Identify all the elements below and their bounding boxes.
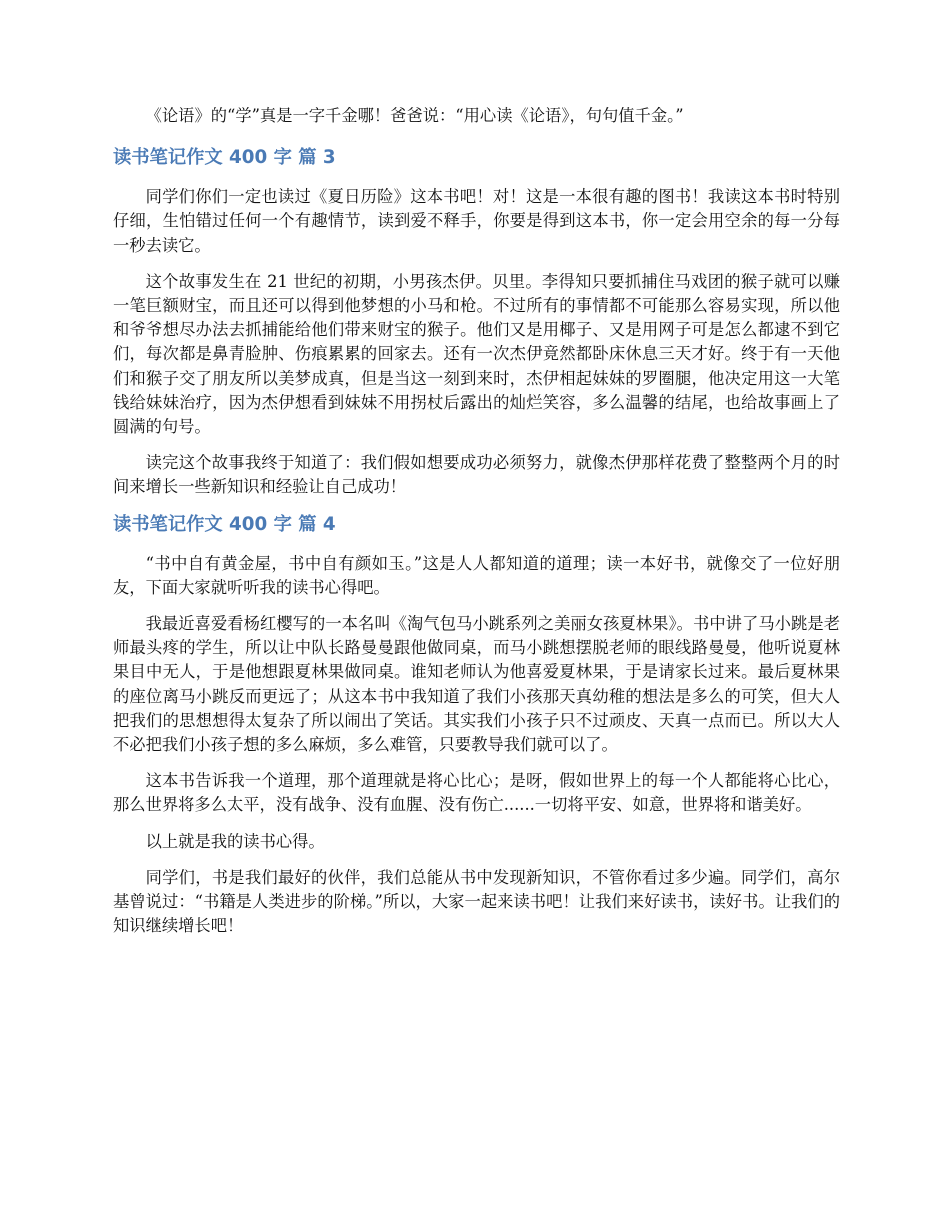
document-content (113, 104, 840, 950)
section-4-heading: 读书笔记作文 400 字 篇 4 (113, 513, 336, 535)
section-4-paragraph-5: 同学们，书是我们最好的伙伴，我们总能从书中发现新知识，不管你看过多少遍。同学们，高尔基曾说过：“书籍是人类进步的阶梯。”所以，大家一起来读书吧！让我们来好读书，读好书。让我们的知识继续增长吧！ (113, 867, 840, 936)
section-4-paragraph-4: 以上就是我的读书心得。 (145, 831, 325, 851)
intro-paragraph: 《论语》的“学”真是一字千金哪！爸爸说：“用心读《论语》，句句值千金。” (145, 106, 684, 125)
section-4-paragraph-3: 这本书告诉我一个道理，那个道理就是将心比心；是呀，假如世界上的每一个人都能将心比心，那么世界将多么太平，没有战争、没有血腥、没有伤亡......一切将平安、如意，世界将和谐美好。 (113, 771, 840, 815)
section-3-paragraph-3: 读完这个故事我终于知道了：我们假如想要成功必须努力，就像杰伊那样花费了整整两个月的时间来增长一些新知识和经验让自己成功！ (113, 453, 840, 497)
section-3-paragraph-2: 这个故事发生在 21 世纪的初期，小男孩杰伊。贝里。李得知只要抓捕住马戏团的猴子就可以赚一笔巨额财宝，而且还可以得到他梦想的小马和枪。不过所有的事情都不可能那么容易实现，所以他和爷爷想尽办法去抓捕能给他们带来财宝的猴子。他们又是用椰子、又是用网子可是怎么都逮不到它们，每次都是鼻青脸肿、伤痕累累的回家去。还有一次杰伊竟然都卧床休息三天才好。终于有一天他们和猴子交了朋友所以美梦成真，但是当这一刻到来时，杰伊相起妹妹的罗圈腿，他决定用这一大笔钱给妹妹治疗，因为杰伊想看到妹妹不用拐杖后露出的灿烂笑容，多么温馨的结尾，也给故事画上了圆满的句号。 (113, 271, 840, 437)
section-3-heading: 读书笔记作文 400 字 篇 3 (113, 147, 336, 169)
section-4-paragraph-1: “书中自有黄金屋，书中自有颜如玉。”这是人人都知道的道理；读一本好书，就像交了一位好朋友，下面大家就听听我的读书心得吧。 (113, 553, 840, 597)
section-4-paragraph-2: 我最近喜爱看杨红樱写的一本名叫《淘气包马小跳系列之美丽女孩夏林果》。书中讲了马小跳是老师最头疼的学生，所以让中队长路曼曼跟他做同桌，而马小跳想摆脱老师的眼线路曼曼，他听说夏林果目中无人，于是他想跟夏林果做同桌。谁知老师认为他喜爱夏林果，于是请家长过来。最后夏林果的座位离马小跳反而更远了；从这本书中我知道了我们小孩那天真幼稚的想法是多么的可笑，但大人把我们的思想想得太复杂了所以闹出了笑话。其实我们小孩子只不过顽皮、天真一点而已。所以大人不必把我们小孩子想的多么麻烦，多么难管，只要教导我们就可以了。 (113, 614, 840, 755)
section-3-paragraph-1: 同学们你们一定也读过《夏日历险》这本书吧！对！这是一本很有趣的图书！我读这本书时特别仔细，生怕错过任何一个有趣情节，读到爱不释手，你要是得到这本书，你一定会用空余的每一分每一秒去读它。 (113, 187, 840, 255)
